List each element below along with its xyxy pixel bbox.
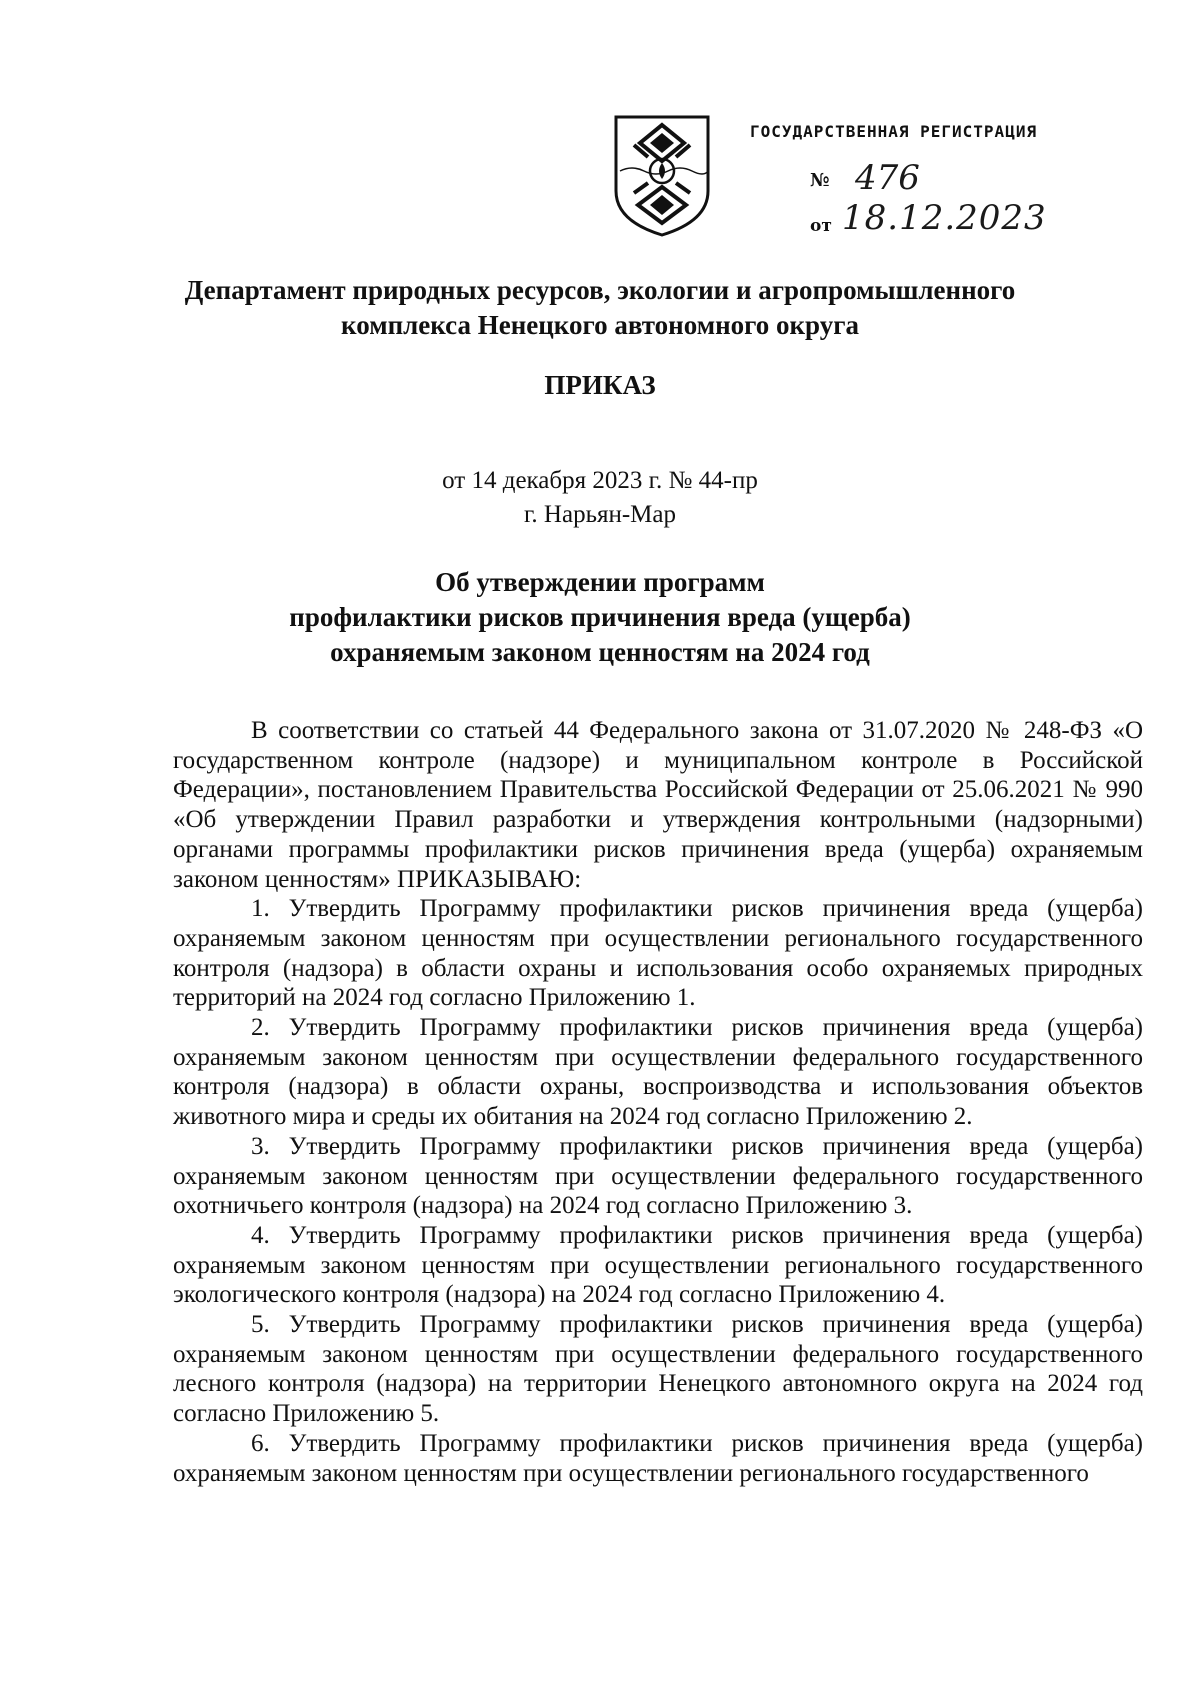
order-subject — [170, 565, 1030, 670]
registration-number-value: 476 — [855, 158, 920, 198]
order-item-5: 5. Утвердить Программу профилактики рисков причинения вреда (ущерба) охраняемым законом ценностям при осуществлении федерального государственного лесного контроля (надзора) на территории Ненецкого автономного округа на 2024 год согласно Приложению 5. — [173, 1311, 1143, 1428]
department-name — [170, 273, 1030, 343]
order-body — [173, 716, 1143, 1488]
order-item-6: 6. Утвердить Программу профилактики рисков причинения вреда (ущерба) охраняемым законом ценностям при осуществлении регионального государственного — [173, 1429, 1143, 1487]
order-city: г. Нарьян-Мар — [523, 501, 676, 528]
order-date: от 14 декабря 2023 г. № 44-пр — [442, 467, 758, 494]
order-date-block — [170, 464, 1030, 532]
order-item-1: 1. Утвердить Программу профилактики рисков причинения вреда (ущерба) охраняемым законом ценностям при осуществлении регионального государственного контроля (надзора) в области охраны и использования особо охраняемых природных территорий на 2024 год согласно Приложению 1. — [173, 895, 1143, 1012]
registration-title: ГОСУДАРСТВЕННАЯ РЕГИСТРАЦИЯ — [750, 122, 1038, 141]
subject-line-2: профилактики рисков причинения вреда (ущерба) — [289, 602, 911, 632]
registration-date-label: от — [810, 216, 832, 236]
registration-date-value: 18.12.2023 — [842, 198, 1047, 238]
registration-number-label: № — [810, 170, 830, 191]
order-item-2: 2. Утвердить Программу профилактики рисков причинения вреда (ущерба) охраняемым законом ценностям при осуществлении федерального государственного контроля (надзора) в области охраны, воспроизводства и использования объектов животного мира и среды их обитания на 2024 год согласно Приложению 2. — [173, 1014, 1143, 1131]
subject-line-1: Об утверждении программ — [435, 567, 765, 597]
department-line-1: Департамент природных ресурсов, экологии и агропромышленного — [184, 275, 1016, 305]
department-line-2: комплекса Ненецкого автономного округа — [341, 310, 859, 340]
order-item-3: 3. Утвердить Программу профилактики рисков причинения вреда (ущерба) охраняемым законом ценностям при осуществлении федерального государственного охотничьего контроля (надзора) на 2024 год согласно Приложению 3. — [173, 1132, 1143, 1220]
coat-of-arms-icon — [612, 113, 712, 239]
order-title: ПРИКАЗ — [544, 370, 656, 400]
preamble-paragraph: В соответствии со статьей 44 Федерального закона от 31.07.2020 № 248-ФЗ «О государственном контроле (надзоре) и муниципальном контроле в Российской Федерации», постановлением Правительства Российской Федерации от 25.06.2021 № 990 «Об утверждении Правил разработки и утверждения контрольными (надзорными) органами программы профилактики рисков причинения вреда (ущерба) охраняемым законом ценностям» ПРИКАЗЫВАЮ: — [173, 717, 1143, 893]
order-item-4: 4. Утвердить Программу профилактики рисков причинения вреда (ущерба) охраняемым законом ценностям при осуществлении регионального государственного экологического контроля (надзора) на 2024 год согласно Приложению 4. — [173, 1221, 1143, 1309]
subject-line-3: охраняемым законом ценностям на 2024 год — [330, 637, 870, 667]
